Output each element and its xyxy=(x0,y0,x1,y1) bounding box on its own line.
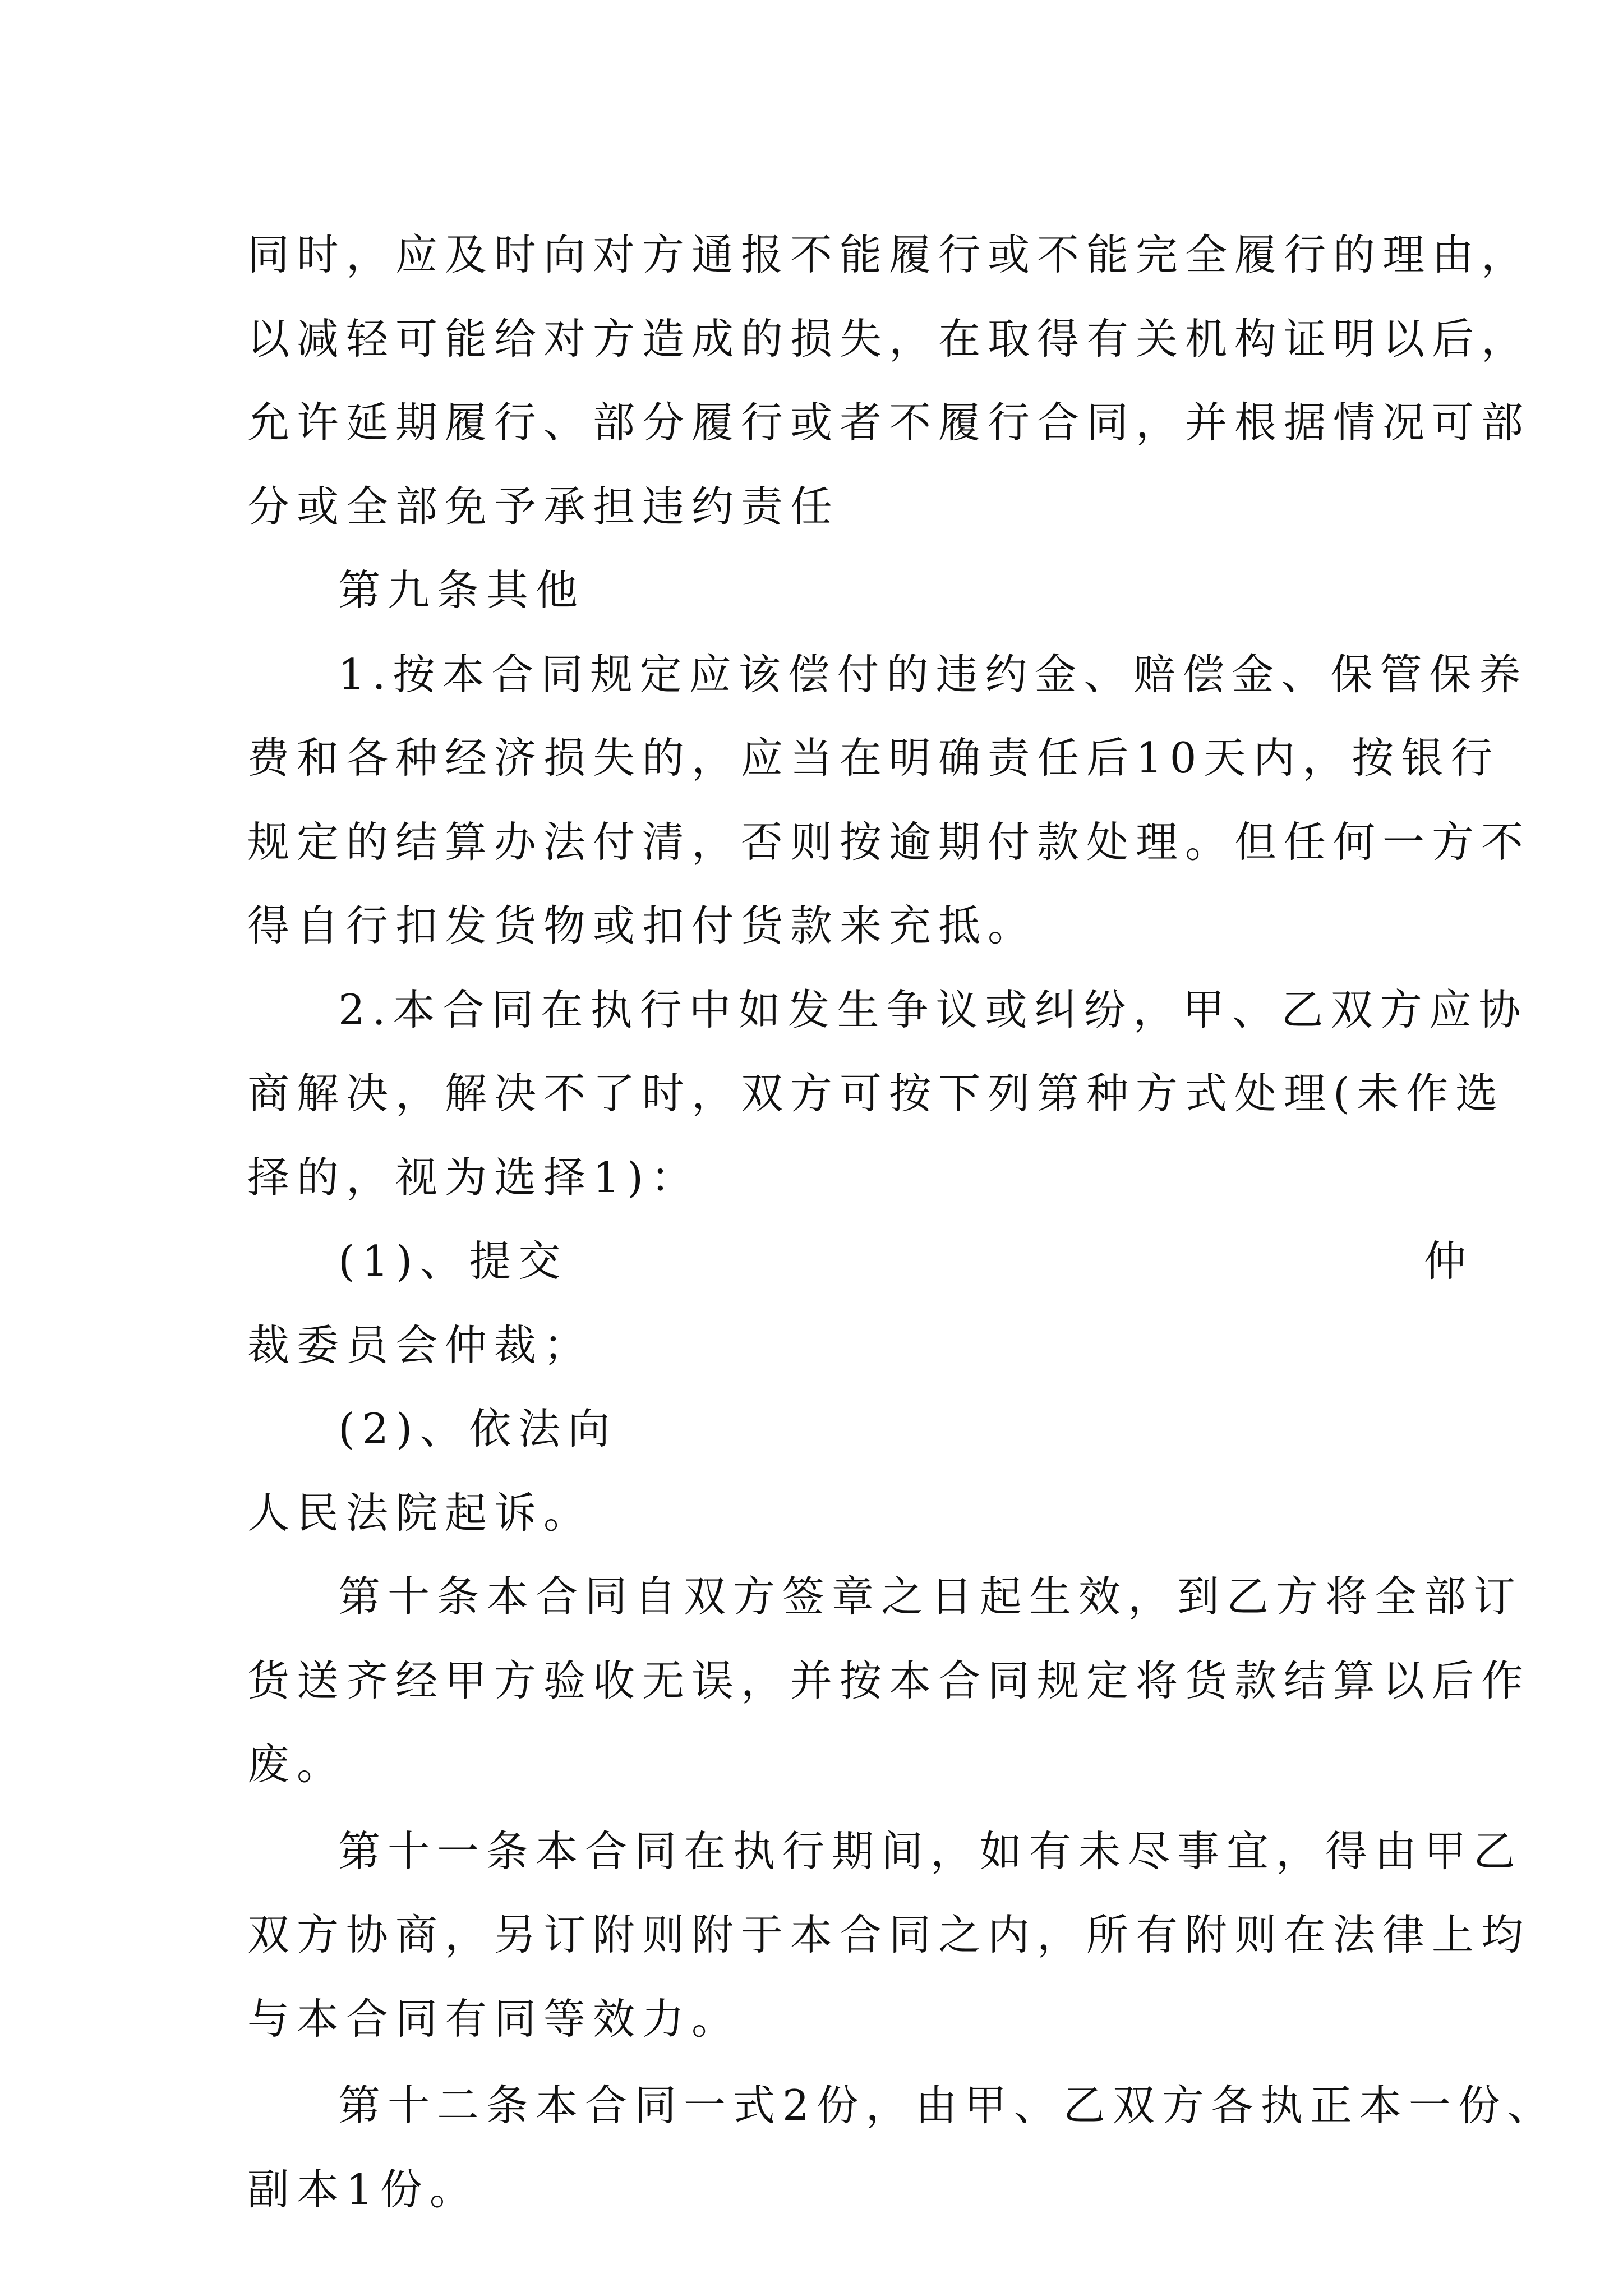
text-line: 货送齐经甲方验收无误，并按本合同规定将货款结算以后作 xyxy=(247,1655,1531,1705)
option-one-right-text: 仲 xyxy=(1423,1236,1473,1286)
text-line: 以减轻可能给对方造成的损失，在取得有关机构证明以后， xyxy=(247,314,1531,364)
text-line: 人民法院起诉。 xyxy=(247,1488,593,1538)
text-line: 允许延期履行、部分履行或者不履行合同，并根据情况可部 xyxy=(247,398,1531,447)
text-line: 1.按本合同规定应该偿付的违约金、赔偿金、保管保养 xyxy=(338,649,1528,699)
text-line: 择的，视为选择1)： xyxy=(247,1152,700,1202)
text-line: 副本1份。 xyxy=(247,2164,479,2214)
option-one-line xyxy=(247,1220,1473,1304)
text-line: 第十条本合同自双方签章之日起生效，到乙方将全部订 xyxy=(338,1572,1523,1621)
text-line: 得自行扣发货物或扣付货款来充抵。 xyxy=(247,901,1038,950)
text-line: 商解决，解决不了时，双方可按下列第种方式处理(未作选 xyxy=(247,1069,1505,1118)
text-line: 费和各种经济损失的，应当在明确责任后10天内，按银行 xyxy=(247,733,1500,783)
text-line: 规定的结算办法付清，否则按逾期付款处理。但任何一方不 xyxy=(247,817,1531,867)
text-line: 与本合同有同等效力。 xyxy=(247,1994,741,2044)
article-heading: 第九条其他 xyxy=(338,565,585,615)
text-line: 2.本合同在执行中如发生争议或纠纷，甲、乙双方应协 xyxy=(338,984,1528,1034)
text-line: 双方协商，另订附则附于本合同之内，所有附则在法律上均 xyxy=(247,1910,1531,1959)
text-line: 同时，应及时向对方通报不能履行或不能完全履行的理由， xyxy=(247,230,1531,279)
contract-body-text xyxy=(247,213,1557,2231)
option-one-left-text: (1)、提交 xyxy=(338,1236,568,1286)
text-line: 分或全部免予承担违约责任 xyxy=(247,481,840,531)
text-line: 裁委员会仲裁； xyxy=(247,1320,593,1370)
text-line: 废。 xyxy=(247,1740,347,1789)
text-line: 第十一条本合同在执行期间，如有未尽事宜，得由甲乙 xyxy=(338,1826,1523,1876)
text-line: (2)、依法向 xyxy=(338,1404,617,1453)
text-line: 第十二条本合同一式2份，由甲、乙双方各执正本一份、 xyxy=(338,2081,1557,2130)
